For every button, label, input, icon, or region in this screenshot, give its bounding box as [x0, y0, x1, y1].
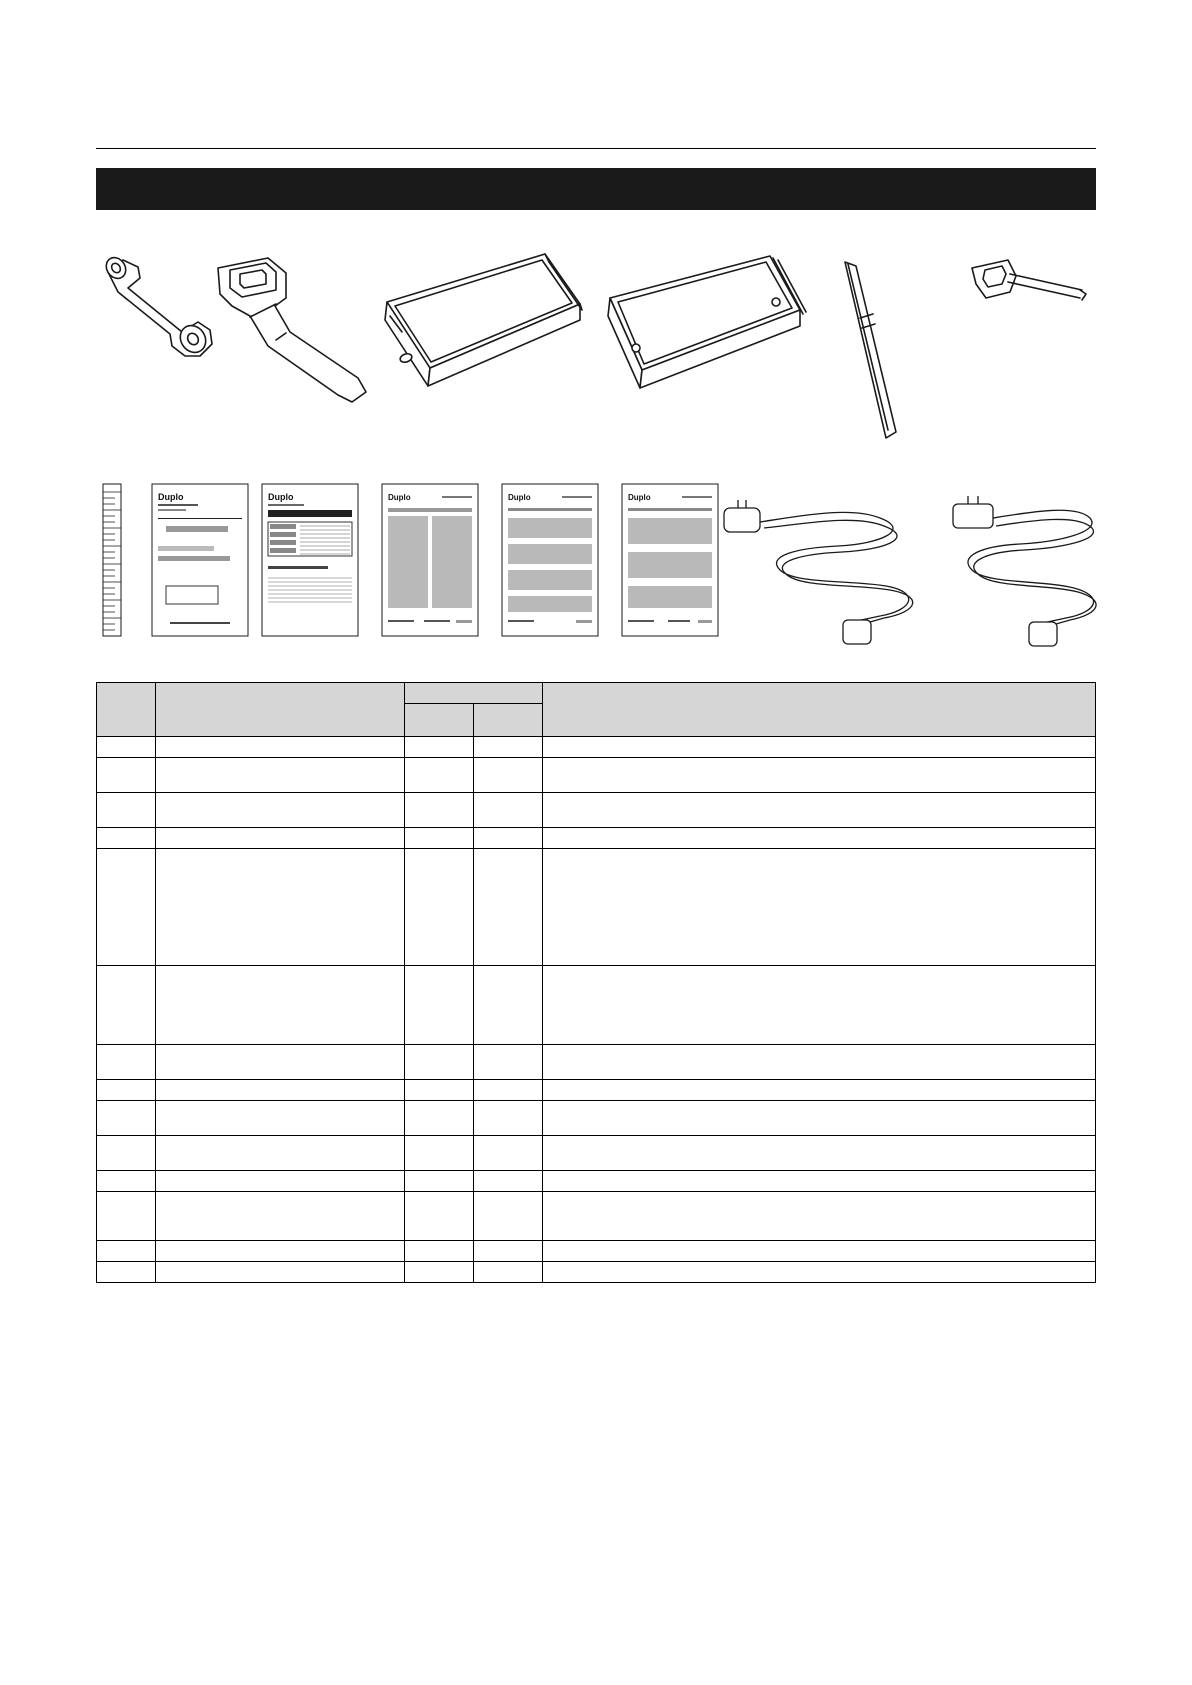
cell-qty-a	[405, 1101, 474, 1136]
cell-qty-a	[405, 1192, 474, 1241]
cell-qty-b	[474, 1080, 543, 1101]
cell-qty-b	[474, 1241, 543, 1262]
cell-no	[97, 1171, 156, 1192]
header-qty-a	[405, 704, 474, 737]
cell-no	[97, 1262, 156, 1283]
table-header	[97, 683, 1096, 737]
power-cord-eu	[724, 500, 913, 644]
header-divider	[96, 148, 1096, 149]
parts-illustration-row-1	[90, 240, 1100, 450]
cell-remarks	[543, 828, 1096, 849]
roller-handle-part	[102, 254, 212, 358]
cell-no	[97, 1136, 156, 1171]
cell-qty-a	[405, 1045, 474, 1080]
cell-qty-a	[405, 737, 474, 758]
cell-no	[97, 758, 156, 793]
table-row	[97, 1136, 1096, 1171]
table-row	[97, 1045, 1096, 1080]
cell-no	[97, 793, 156, 828]
cell-remarks	[543, 793, 1096, 828]
cell-qty-a	[405, 1171, 474, 1192]
cell-name	[156, 1045, 405, 1080]
svg-text:Duplo: Duplo	[508, 493, 531, 502]
cell-qty-a	[405, 1262, 474, 1283]
manual-sheet-3	[382, 484, 478, 636]
table-row	[97, 793, 1096, 828]
cell-remarks	[543, 1241, 1096, 1262]
table-row	[97, 758, 1096, 793]
cell-qty-a	[405, 849, 474, 966]
cell-qty-b	[474, 1101, 543, 1136]
cell-no	[97, 1045, 156, 1080]
cell-name	[156, 1192, 405, 1241]
cell-qty-b	[474, 828, 543, 849]
cell-no	[97, 966, 156, 1045]
thin-rod-part	[845, 262, 896, 438]
header-qty-group	[405, 683, 543, 704]
cell-qty-b	[474, 1136, 543, 1171]
header-no	[97, 683, 156, 737]
svg-text:Duplo: Duplo	[388, 493, 411, 502]
cell-remarks	[543, 737, 1096, 758]
header-qty-b	[474, 704, 543, 737]
cell-name	[156, 1241, 405, 1262]
cell-qty-b	[474, 737, 543, 758]
svg-text:Duplo: Duplo	[158, 492, 184, 502]
cell-name	[156, 737, 405, 758]
cell-remarks	[543, 1262, 1096, 1283]
parts-table-wrapper	[96, 682, 1096, 1283]
cell-name	[156, 1262, 405, 1283]
header-remarks	[543, 683, 1096, 737]
manual-sheet-1	[152, 484, 248, 636]
table-body	[97, 737, 1096, 1283]
cell-qty-b	[474, 1045, 543, 1080]
cell-name	[156, 828, 405, 849]
cell-qty-b	[474, 793, 543, 828]
cell-remarks	[543, 1192, 1096, 1241]
cell-qty-a	[405, 758, 474, 793]
cell-qty-b	[474, 966, 543, 1045]
cell-name	[156, 849, 405, 966]
cell-qty-b	[474, 1171, 543, 1192]
cell-remarks	[543, 758, 1096, 793]
cell-qty-a	[405, 1080, 474, 1101]
cell-qty-b	[474, 849, 543, 966]
cell-no	[97, 849, 156, 966]
table-row	[97, 1241, 1096, 1262]
header-name	[156, 683, 405, 737]
cell-remarks	[543, 1136, 1096, 1171]
manual-sheet-2	[262, 484, 358, 636]
parts-table	[96, 682, 1096, 1283]
cell-name	[156, 966, 405, 1045]
cell-no	[97, 1241, 156, 1262]
parts-illustration-row-2	[90, 470, 1100, 650]
bracket-lever-part	[218, 258, 366, 402]
cell-name	[156, 1136, 405, 1171]
table-row	[97, 966, 1096, 1045]
table-row	[97, 1192, 1096, 1241]
cell-qty-b	[474, 1192, 543, 1241]
cell-qty-b	[474, 1262, 543, 1283]
lower-tray-panel	[608, 256, 806, 388]
svg-text:Duplo: Duplo	[268, 492, 294, 502]
table-row	[97, 1080, 1096, 1101]
cell-remarks	[543, 1171, 1096, 1192]
manual-sheet-4	[502, 484, 598, 636]
cell-qty-a	[405, 1241, 474, 1262]
cell-name	[156, 1171, 405, 1192]
cell-no	[97, 737, 156, 758]
table-header-row-top	[97, 683, 1096, 704]
hex-wrench-tool	[972, 260, 1086, 300]
measuring-scale	[103, 484, 121, 636]
cell-name	[156, 1080, 405, 1101]
cell-remarks	[543, 1101, 1096, 1136]
table-row	[97, 1171, 1096, 1192]
svg-text:Duplo: Duplo	[628, 493, 651, 502]
cell-qty-a	[405, 828, 474, 849]
cell-name	[156, 1101, 405, 1136]
power-cord-us	[953, 496, 1096, 646]
cell-remarks	[543, 1080, 1096, 1101]
cell-no	[97, 1101, 156, 1136]
cell-no	[97, 1192, 156, 1241]
table-row	[97, 828, 1096, 849]
cell-remarks	[543, 849, 1096, 966]
table-row	[97, 849, 1096, 966]
cell-remarks	[543, 966, 1096, 1045]
cell-qty-a	[405, 966, 474, 1045]
cell-no	[97, 828, 156, 849]
cell-qty-a	[405, 793, 474, 828]
cell-qty-b	[474, 758, 543, 793]
upper-cover-panel	[385, 254, 582, 386]
cell-qty-a	[405, 1136, 474, 1171]
cell-no	[97, 1080, 156, 1101]
section-title-bar	[96, 168, 1096, 210]
table-row	[97, 1262, 1096, 1283]
cell-name	[156, 793, 405, 828]
cell-remarks	[543, 1045, 1096, 1080]
table-row	[97, 737, 1096, 758]
table-row	[97, 1101, 1096, 1136]
cell-name	[156, 758, 405, 793]
manual-sheet-5	[622, 484, 718, 636]
